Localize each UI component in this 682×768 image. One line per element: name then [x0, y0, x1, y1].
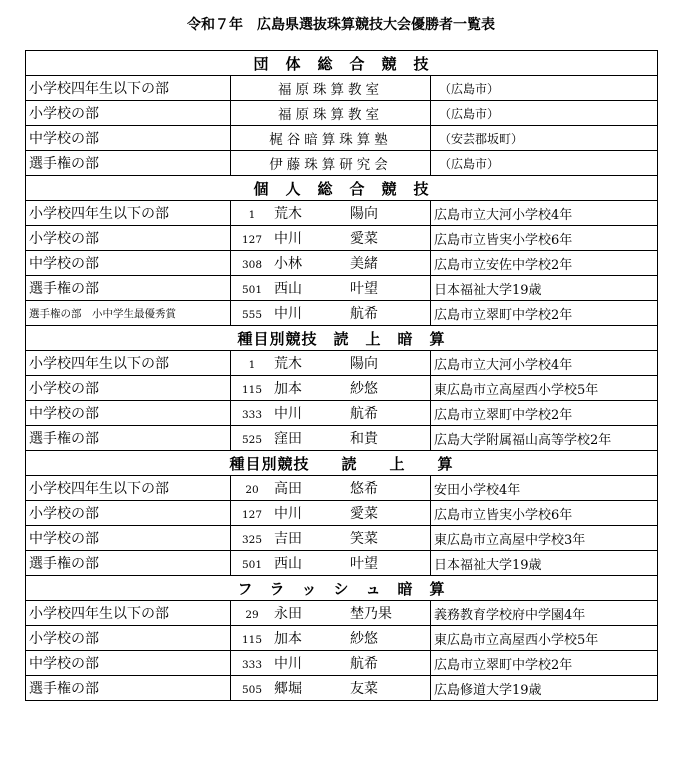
- team-row: [26, 151, 658, 176]
- entry-number: 1: [248, 359, 256, 371]
- surname: 加本: [274, 631, 302, 647]
- section-header: フ ラ ッ シ ュ 暗 算: [26, 576, 658, 601]
- given-name: 陽向: [350, 206, 378, 222]
- surname: 中川: [274, 406, 302, 422]
- surname: 吉田: [274, 531, 302, 547]
- org-cell: 福原珠算教室: [231, 76, 431, 101]
- section-header: 個 人 総 合 競 技: [26, 176, 658, 201]
- entry-number: 127: [241, 234, 263, 246]
- location-cell: （広島市）: [431, 151, 658, 176]
- location-cell: （広島市）: [431, 76, 658, 101]
- winner-row: [26, 476, 658, 501]
- entry-number: 29: [245, 609, 259, 621]
- surname: 中川: [274, 656, 302, 672]
- category-cell: 小学校の部: [26, 376, 231, 401]
- entry-number: 325: [241, 534, 263, 546]
- winner-row: [26, 676, 658, 701]
- surname: 西山: [274, 281, 302, 297]
- entry-number: 1: [248, 209, 256, 221]
- winner-row: [26, 301, 658, 326]
- surname: 西山: [274, 556, 302, 572]
- winner-row: [26, 226, 658, 251]
- category-cell: 小学校四年生以下の部: [26, 476, 231, 501]
- winners-table: [25, 50, 658, 701]
- org-cell: 福原珠算教室: [231, 101, 431, 126]
- surname: 小林: [274, 256, 302, 272]
- location-cell: （広島市）: [431, 101, 658, 126]
- entry-number: 333: [241, 409, 263, 421]
- category-cell: 小学校四年生以下の部: [26, 201, 231, 226]
- winner-row: [26, 251, 658, 276]
- affiliation-cell: 広島市立翠町中学校2年: [431, 301, 658, 326]
- affiliation-cell: 広島市立大河小学校4年: [431, 201, 658, 226]
- entrant-cell: [231, 651, 431, 676]
- entrant-cell: [231, 301, 431, 326]
- given-name: 笑菜: [350, 531, 378, 547]
- org-cell: 梶谷暗算珠算塾: [231, 126, 431, 151]
- given-name: 悠希: [350, 481, 378, 497]
- entrant-cell: [231, 401, 431, 426]
- section-header: 団 体 総 合 競 技: [26, 51, 658, 76]
- entry-number: 505: [241, 684, 263, 696]
- location-cell: （安芸郡坂町）: [431, 126, 658, 151]
- given-name: 和貴: [350, 431, 378, 447]
- surname: 中川: [274, 506, 302, 522]
- winner-row: [26, 501, 658, 526]
- section-header-row: [26, 176, 658, 201]
- surname: 高田: [274, 481, 302, 497]
- given-name: 紗悠: [350, 631, 378, 647]
- surname: 中川: [274, 306, 302, 322]
- affiliation-cell: 広島市立大河小学校4年: [431, 351, 658, 376]
- category-cell: 選手権の部: [26, 151, 231, 176]
- entry-number: 501: [241, 284, 263, 296]
- given-name: 航希: [350, 306, 378, 322]
- section-header: 種目別競技 読 上 算: [26, 451, 658, 476]
- entry-number: 555: [241, 309, 263, 321]
- category-cell: 選手権の部: [26, 426, 231, 451]
- surname: 永田: [274, 606, 302, 622]
- given-name: 紗悠: [350, 381, 378, 397]
- category-cell: 選手権の部: [26, 676, 231, 701]
- affiliation-cell: 東広島市立高屋中学校3年: [431, 526, 658, 551]
- given-name: 愛菜: [350, 231, 378, 247]
- category-cell: 中学校の部: [26, 526, 231, 551]
- entry-number: 501: [241, 559, 263, 571]
- given-name: 愛菜: [350, 506, 378, 522]
- category-cell: 小学校四年生以下の部: [26, 351, 231, 376]
- winner-row: [26, 351, 658, 376]
- category-cell: 小学校四年生以下の部: [26, 601, 231, 626]
- winner-row: [26, 601, 658, 626]
- affiliation-cell: 広島大学附属福山高等学校2年: [431, 426, 658, 451]
- category-cell: 小学校四年生以下の部: [26, 76, 231, 101]
- given-name: 航希: [350, 656, 378, 672]
- entrant-cell: [231, 376, 431, 401]
- affiliation-cell: 日本福祉大学19歳: [431, 551, 658, 576]
- affiliation-cell: 安田小学校4年: [431, 476, 658, 501]
- affiliation-cell: 広島市立翠町中学校2年: [431, 651, 658, 676]
- category-cell: 中学校の部: [26, 401, 231, 426]
- section-header: 種目別競技 読 上 暗 算: [26, 326, 658, 351]
- winner-row: [26, 651, 658, 676]
- entry-number: 525: [241, 434, 263, 446]
- entrant-cell: [231, 501, 431, 526]
- category-cell: 小学校の部: [26, 101, 231, 126]
- category-cell: 中学校の部: [26, 251, 231, 276]
- section-header-row: [26, 51, 658, 76]
- affiliation-cell: 東広島市立高屋西小学校5年: [431, 626, 658, 651]
- section-header-row: [26, 576, 658, 601]
- entrant-cell: [231, 676, 431, 701]
- entrant-cell: [231, 526, 431, 551]
- entrant-cell: [231, 226, 431, 251]
- winner-row: [26, 376, 658, 401]
- affiliation-cell: 義務教育学校府中学園4年: [431, 601, 658, 626]
- affiliation-cell: 広島市立翠町中学校2年: [431, 401, 658, 426]
- category-cell: 中学校の部: [26, 651, 231, 676]
- winner-row: [26, 526, 658, 551]
- entrant-cell: [231, 251, 431, 276]
- page-title: 令和７年 広島県選抜珠算競技大会優勝者一覧表: [187, 17, 495, 33]
- winner-row: [26, 276, 658, 301]
- section-header-row: [26, 326, 658, 351]
- given-name: 美緒: [350, 256, 378, 272]
- given-name: 叶望: [350, 281, 378, 297]
- category-cell: 選手権の部: [26, 276, 231, 301]
- winner-row: [26, 401, 658, 426]
- winner-row: [26, 551, 658, 576]
- surname: 中川: [274, 231, 302, 247]
- entry-number: 127: [241, 509, 263, 521]
- section-header-row: [26, 451, 658, 476]
- entry-number: 333: [241, 659, 263, 671]
- category-cell: 小学校の部: [26, 626, 231, 651]
- given-name: 航希: [350, 406, 378, 422]
- entrant-cell: [231, 601, 431, 626]
- entry-number: 20: [245, 484, 259, 496]
- entry-number: 115: [241, 384, 263, 396]
- org-cell: 伊藤珠算研究会: [231, 151, 431, 176]
- entrant-cell: [231, 551, 431, 576]
- entry-number: 308: [241, 259, 263, 271]
- given-name: 友菜: [350, 681, 378, 697]
- entrant-cell: [231, 201, 431, 226]
- given-name: 叶望: [350, 556, 378, 572]
- entrant-cell: [231, 351, 431, 376]
- affiliation-cell: 広島市立皆実小学校6年: [431, 501, 658, 526]
- entrant-cell: [231, 276, 431, 301]
- surname: 荒木: [274, 206, 302, 222]
- given-name: 埜乃果: [350, 606, 392, 622]
- entrant-cell: [231, 626, 431, 651]
- category-cell: 選手権の部 小中学生最優秀賞: [26, 301, 231, 326]
- category-cell: 小学校の部: [26, 501, 231, 526]
- surname: 加本: [274, 381, 302, 397]
- category-cell: 小学校の部: [26, 226, 231, 251]
- affiliation-cell: 日本福祉大学19歳: [431, 276, 658, 301]
- entrant-cell: [231, 476, 431, 501]
- surname: 郷堀: [274, 681, 302, 697]
- surname: 荒木: [274, 356, 302, 372]
- category-cell: 中学校の部: [26, 126, 231, 151]
- winners-table-body: [26, 51, 658, 701]
- given-name: 陽向: [350, 356, 378, 372]
- team-row: [26, 126, 658, 151]
- entry-number: 115: [241, 634, 263, 646]
- category-cell: 選手権の部: [26, 551, 231, 576]
- winner-row: [26, 626, 658, 651]
- affiliation-cell: 東広島市立高屋西小学校5年: [431, 376, 658, 401]
- team-row: [26, 101, 658, 126]
- team-row: [26, 76, 658, 101]
- affiliation-cell: 広島市立安佐中学校2年: [431, 251, 658, 276]
- entrant-cell: [231, 426, 431, 451]
- surname: 窪田: [274, 431, 302, 447]
- winner-row: [26, 201, 658, 226]
- winner-row: [26, 426, 658, 451]
- affiliation-cell: 広島修道大学19歳: [431, 676, 658, 701]
- affiliation-cell: 広島市立皆実小学校6年: [431, 226, 658, 251]
